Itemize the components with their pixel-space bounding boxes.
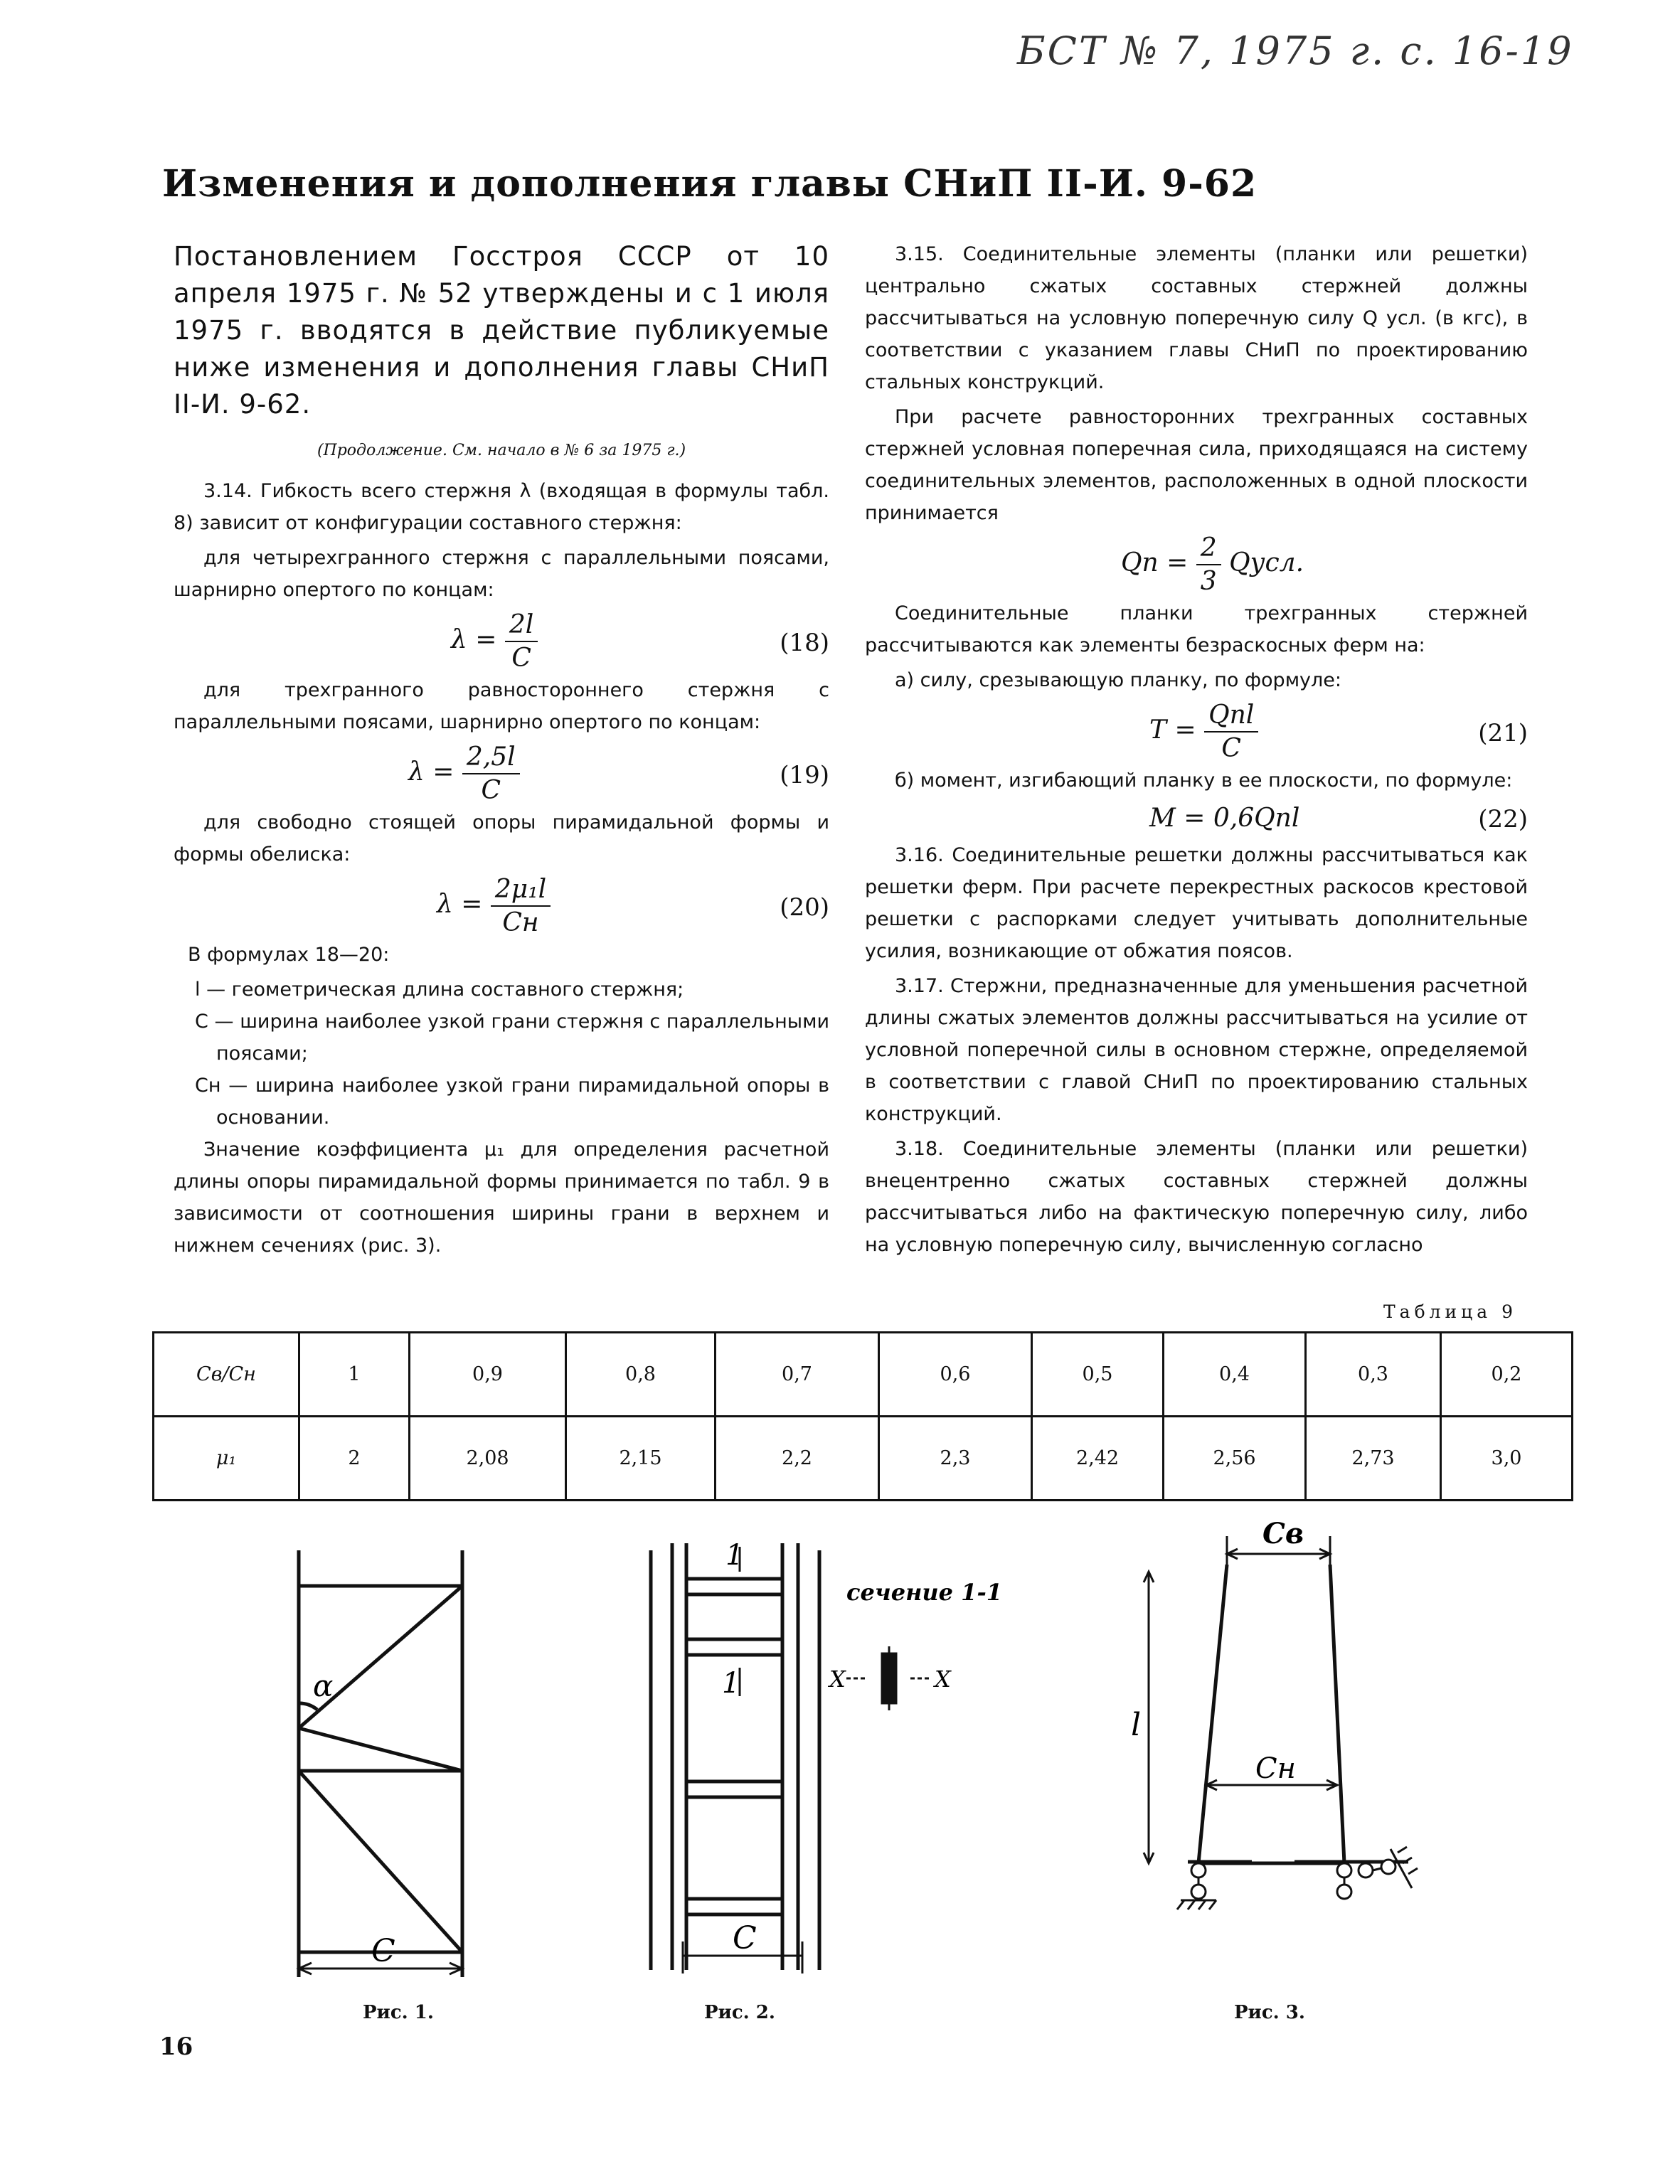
continuation-note: (Продолжение. См. начало в № 6 за 1975 г.) [317, 442, 686, 459]
formula-22: M = 0,6Qпl (22) [865, 799, 1528, 839]
formula-19: λ = $\frac{2,5l}{C}$ (19) [408, 742, 829, 805]
table-cell: 2 [299, 1417, 410, 1501]
table-cell: 3,0 [1441, 1417, 1573, 1501]
axis-x-left: X [829, 1666, 846, 1693]
table-cell: 2,15 [566, 1417, 716, 1501]
figure-2-caption: Рис. 2. [704, 2002, 775, 2023]
table-cell: 0,3 [1306, 1333, 1441, 1417]
plank-text: Соединительные планки трехгранных стержней рассчитываются как элементы безраскосных ферм на: [865, 602, 1528, 656]
three-face-text: для трехгранного равностороннего стержня с параллельными поясами, шарнирно опертого по концам: [174, 679, 829, 733]
table-cell: 0,6 [879, 1333, 1032, 1417]
section-label: сечение 1-1 [846, 1579, 1002, 1606]
section-mark-bottom: 1 [722, 1667, 740, 1700]
formula-number: (18) [780, 629, 829, 657]
table-row [154, 1333, 1573, 1417]
page-number: 16 [159, 2033, 193, 2061]
right-column [865, 238, 1528, 1264]
item-a: а) силу, срезывающую планку, по формуле: [895, 669, 1342, 691]
formula-21: T = $\frac{\text{Qпl}}{C}$ (21) [1149, 701, 1528, 763]
triangular-text: При расчете равносторонних трехгранных составных стержней условная поперечная сила, приходящаяся на систему соединительных элементов, расположенных в одной плоскости принимается [865, 406, 1528, 524]
clause-3-16: 3.16. Соединительные решетки должны рассчитываться как решетки ферм. При расчете перекрестных раскосов крестовой решетки с распорками следует учитывать дополнительные усилия, возникающие от обжатия поясов. [865, 844, 1528, 962]
formula-number: (22) [1478, 805, 1528, 833]
def-l: l — геометрическая длина составного стержня; [195, 979, 684, 1001]
handwritten-note: БСТ № 7, 1975 г. с. 16-19 [1017, 28, 1574, 73]
formula-q: Qп = $\frac{2}{3}$ Qусл. [1121, 533, 1304, 596]
c-label: C [733, 1920, 757, 1956]
table-cell: 2,08 [410, 1417, 566, 1501]
page-title: Изменения и дополнения главы СНиП II-И. 9-62 [162, 162, 1258, 206]
item-b: б) момент, изгибающий планку в ее плоскости, по формуле: [895, 769, 1513, 792]
formula-number: (19) [780, 761, 829, 789]
table-cell: 2,42 [1032, 1417, 1164, 1501]
section-mark-top: 1 [725, 1539, 744, 1572]
clause-3-15: 3.15. Соединительные элементы (планки или решетки) центрально сжатых составных стержней должны рассчитываться на условную поперечную силу Q усл. (в кгс), в соответствии с указанием главы СНиП по проектированию стальных конструкций. [865, 243, 1528, 393]
in-formulas: В формулах 18—20: [188, 944, 390, 966]
mu-text: Значение коэффициента μ₁ для определения расчетной длины опоры пирамидальной формы принимается по табл. 9 в зависимости от соотношения ширины грани в верхнем и нижнем сечениях (рис. 3). [174, 1139, 829, 1257]
table-cell: 1 [299, 1333, 410, 1417]
formula-18: λ = $\frac{2l}{C}$ (18) [451, 610, 829, 673]
table-cell: 0,8 [566, 1333, 716, 1417]
axis-x-right: X [935, 1666, 951, 1693]
table-label: Таблица 9 [1383, 1301, 1518, 1322]
table-cell: 0,9 [410, 1333, 566, 1417]
figure-2-battened-column [633, 1529, 1031, 1991]
table-cell: 2,73 [1306, 1417, 1441, 1501]
table-cell: 2,3 [879, 1417, 1032, 1501]
four-face-text: для четырехгранного стержня с параллельными поясами, шарнирно опертого по концам: [174, 547, 829, 601]
cn-label: Cн [1255, 1752, 1296, 1785]
formula-number: (21) [1478, 719, 1528, 747]
intro-paragraph: Постановлением Госстроя СССР от 10 апреля 1975 г. № 52 утверждены и с 1 июля 1975 г. вводятся в действие публикуемые ниже изменения и дополнения главы СНиП II-И. 9-62. [174, 241, 829, 420]
def-cn: Cн — ширина наиболее узкой грани пирамидальной опоры в основании. [195, 1075, 829, 1129]
figure-3-pyramidal-support [1110, 1508, 1437, 1934]
l-label: l [1131, 1707, 1142, 1743]
figure-1-caption: Рис. 1. [363, 2002, 434, 2023]
def-c: C — ширина наиболее узкой грани стержня с параллельными поясами; [195, 1011, 829, 1065]
table-cell: 0,2 [1441, 1333, 1573, 1417]
alpha-label: α [313, 1668, 334, 1703]
figure-3-caption: Рис. 3. [1234, 2002, 1305, 2023]
definitions [174, 974, 829, 1134]
c-label: C [371, 1933, 395, 1969]
left-column [174, 238, 829, 1264]
table-cell: 2,56 [1164, 1417, 1306, 1501]
free-standing-text: для свободно стоящей опоры пирамидальной формы и формы обелиска: [174, 811, 829, 865]
table-row [154, 1417, 1573, 1501]
figure-1-truss [270, 1536, 512, 1991]
formula-20: λ = $\frac{\text{2μ₁l}}{Cн}$ (20) [437, 875, 829, 937]
table-9 [152, 1331, 1573, 1501]
clause-3-17: 3.17. Стержни, предназначенные для уменьшения расчетной длины сжатых элементов должны рассчитываться на усилие от условной поперечной силы в основном стержне, определяемой в соответствии с главой СНиП по проектированию стальных конструкций. [865, 975, 1528, 1125]
clause-3-18: 3.18. Соединительные элементы (планки или решетки) внецентренно сжатых составных стержней должны рассчитываться либо на фактическую поперечную силу, либо на условную поперечную силу, вычисленную согласно [865, 1138, 1528, 1256]
table-cell: 0,4 [1164, 1333, 1306, 1417]
clause-3-14: 3.14. Гибкость всего стержня λ (входящая в формулы табл. 8) зависит от конфигурации составного стержня: [174, 480, 829, 534]
cv-label: Cв [1262, 1517, 1304, 1550]
table-cell: 0,5 [1032, 1333, 1164, 1417]
table-cell: 0,7 [716, 1333, 879, 1417]
table-cell: 2,2 [716, 1417, 879, 1501]
table-head: μ₁ [154, 1417, 299, 1501]
formula-number: (20) [780, 893, 829, 922]
table-head: Cв/Cн [154, 1333, 299, 1417]
